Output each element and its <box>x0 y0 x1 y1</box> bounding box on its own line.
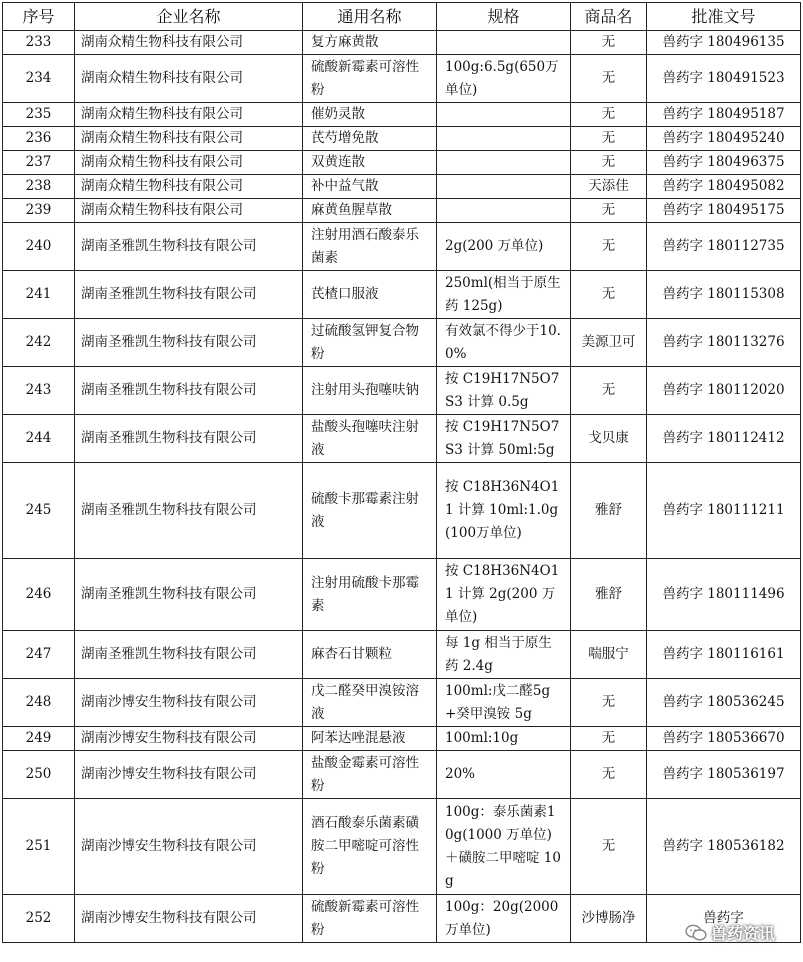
cell-approval: 兽药字 180112020 <box>647 367 801 415</box>
cell-company: 湖南圣雅凯生物科技有限公司 <box>75 631 303 679</box>
cell-approval: 兽药字 180495240 <box>647 127 801 151</box>
cell-serial: 242 <box>3 319 75 367</box>
table-row <box>3 271 801 319</box>
header-company: 企业名称 <box>75 3 303 31</box>
cell-company: 湖南沙博安生物科技有限公司 <box>75 799 303 895</box>
cell-generic-name: 复方麻黄散 <box>303 31 437 55</box>
cell-brand: 沙博肠净 <box>571 895 647 943</box>
cell-spec: 按 C19H17N5O7S3 计算 0.5g <box>437 367 571 415</box>
cell-generic-name: 硫酸卡那霉素注射液 <box>303 463 437 559</box>
cell-spec: 每 1g 相当于原生药 2.4g <box>437 631 571 679</box>
cell-serial: 251 <box>3 799 75 895</box>
cell-company: 湖南沙博安生物科技有限公司 <box>75 679 303 727</box>
table-row <box>3 199 801 223</box>
cell-brand: 美源卫可 <box>571 319 647 367</box>
table-row <box>3 127 801 151</box>
cell-brand: 无 <box>571 151 647 175</box>
cell-approval: 兽药字 180536670 <box>647 727 801 751</box>
cell-serial: 246 <box>3 559 75 631</box>
cell-generic-name: 盐酸头孢噻呋注射液 <box>303 415 437 463</box>
table-header-row <box>3 3 801 31</box>
table-row <box>3 415 801 463</box>
cell-generic-name: 芪楂口服液 <box>303 271 437 319</box>
cell-spec <box>437 103 571 127</box>
cell-serial: 252 <box>3 895 75 943</box>
cell-generic-name: 酒石酸泰乐菌素磺胺二甲嘧啶可溶性粉 <box>303 799 437 895</box>
cell-spec: 250ml(相当于原生药 125g) <box>437 271 571 319</box>
cell-serial: 244 <box>3 415 75 463</box>
cell-approval: 兽药字 180495082 <box>647 175 801 199</box>
cell-generic-name: 双黄连散 <box>303 151 437 175</box>
cell-serial: 245 <box>3 463 75 559</box>
cell-brand: 无 <box>571 223 647 271</box>
cell-generic-name: 盐酸金霉素可溶性粉 <box>303 751 437 799</box>
table-row <box>3 31 801 55</box>
table-row <box>3 175 801 199</box>
table-row <box>3 679 801 727</box>
cell-approval: 兽药字 180495187 <box>647 103 801 127</box>
cell-serial: 248 <box>3 679 75 727</box>
cell-brand: 无 <box>571 799 647 895</box>
table-row <box>3 103 801 127</box>
cell-generic-name: 催奶灵散 <box>303 103 437 127</box>
watermark <box>685 921 775 944</box>
table-row <box>3 799 801 895</box>
cell-brand: 无 <box>571 103 647 127</box>
cell-brand: 无 <box>571 367 647 415</box>
cell-company: 湖南众精生物科技有限公司 <box>75 55 303 103</box>
cell-company: 湖南众精生物科技有限公司 <box>75 31 303 55</box>
table-row <box>3 631 801 679</box>
cell-approval: 兽药字 180495175 <box>647 199 801 223</box>
cell-spec <box>437 151 571 175</box>
cell-company: 湖南圣雅凯生物科技有限公司 <box>75 271 303 319</box>
cell-approval: 兽药字 <box>647 895 801 943</box>
cell-spec: 有效氯不得少于10.0% <box>437 319 571 367</box>
table-row <box>3 319 801 367</box>
cell-serial: 243 <box>3 367 75 415</box>
cell-serial: 241 <box>3 271 75 319</box>
cell-serial: 236 <box>3 127 75 151</box>
cell-approval: 兽药字 180536245 <box>647 679 801 727</box>
cell-serial: 235 <box>3 103 75 127</box>
cell-company: 湖南众精生物科技有限公司 <box>75 151 303 175</box>
cell-brand: 雅舒 <box>571 463 647 559</box>
cell-approval: 兽药字 180491523 <box>647 55 801 103</box>
table-row <box>3 463 801 559</box>
cell-company: 湖南沙博安生物科技有限公司 <box>75 751 303 799</box>
cell-generic-name: 芪芍增免散 <box>303 127 437 151</box>
cell-brand: 无 <box>571 55 647 103</box>
cell-company: 湖南圣雅凯生物科技有限公司 <box>75 559 303 631</box>
cell-serial: 250 <box>3 751 75 799</box>
table-row <box>3 559 801 631</box>
table-row <box>3 727 801 751</box>
cell-company: 湖南众精生物科技有限公司 <box>75 199 303 223</box>
watermark-text: 兽药资讯 <box>710 924 775 943</box>
cell-company: 湖南圣雅凯生物科技有限公司 <box>75 223 303 271</box>
cell-brand: 无 <box>571 199 647 223</box>
cell-approval: 兽药字 180112412 <box>647 415 801 463</box>
cell-brand: 喘服宁 <box>571 631 647 679</box>
cell-spec: 20% <box>437 751 571 799</box>
cell-generic-name: 注射用酒石酸泰乐菌素 <box>303 223 437 271</box>
cell-serial: 234 <box>3 55 75 103</box>
cell-generic-name: 硫酸新霉素可溶性粉 <box>303 55 437 103</box>
cell-generic-name: 戊二醛癸甲溴铵溶液 <box>303 679 437 727</box>
header-serial: 序号 <box>3 3 75 31</box>
cell-serial: 233 <box>3 31 75 55</box>
cell-spec: 100g：20g(2000万单位) <box>437 895 571 943</box>
cell-serial: 239 <box>3 199 75 223</box>
cell-generic-name: 过硫酸氢钾复合物粉 <box>303 319 437 367</box>
cell-spec: 按 C19H17N5O7S3 计算 50ml:5g <box>437 415 571 463</box>
header-approval: 批准文号 <box>647 3 801 31</box>
cell-spec: 2g(200 万单位) <box>437 223 571 271</box>
cell-spec <box>437 175 571 199</box>
cell-brand: 雅舒 <box>571 559 647 631</box>
cell-approval: 兽药字 180113276 <box>647 319 801 367</box>
cell-company: 湖南圣雅凯生物科技有限公司 <box>75 319 303 367</box>
cell-generic-name: 阿苯达唑混悬液 <box>303 727 437 751</box>
cell-approval: 兽药字 180111496 <box>647 559 801 631</box>
wechat-icon <box>685 924 707 942</box>
cell-spec: 100g:6.5g(650万单位) <box>437 55 571 103</box>
cell-company: 湖南沙博安生物科技有限公司 <box>75 895 303 943</box>
cell-serial: 249 <box>3 727 75 751</box>
table-row <box>3 367 801 415</box>
cell-brand: 无 <box>571 679 647 727</box>
cell-company: 湖南众精生物科技有限公司 <box>75 175 303 199</box>
cell-generic-name: 硫酸新霉素可溶性粉 <box>303 895 437 943</box>
cell-serial: 247 <box>3 631 75 679</box>
cell-company: 湖南圣雅凯生物科技有限公司 <box>75 415 303 463</box>
cell-approval: 兽药字 180496375 <box>647 151 801 175</box>
cell-spec: 100ml:戊二醛5g+癸甲溴铵 5g <box>437 679 571 727</box>
drug-approval-table <box>2 2 801 943</box>
cell-serial: 238 <box>3 175 75 199</box>
cell-generic-name: 补中益气散 <box>303 175 437 199</box>
header-brand: 商品名 <box>571 3 647 31</box>
cell-approval: 兽药字 180111211 <box>647 463 801 559</box>
table-row <box>3 751 801 799</box>
cell-approval: 兽药字 180496135 <box>647 31 801 55</box>
cell-approval: 兽药字 180115308 <box>647 271 801 319</box>
cell-spec: 按 C18H36N4O11 计算 2g(200 万单位) <box>437 559 571 631</box>
cell-generic-name: 麻黄鱼腥草散 <box>303 199 437 223</box>
cell-brand: 无 <box>571 127 647 151</box>
table-row <box>3 151 801 175</box>
table-row <box>3 55 801 103</box>
cell-brand: 无 <box>571 751 647 799</box>
header-spec: 规格 <box>437 3 571 31</box>
cell-generic-name: 注射用头孢噻呋钠 <box>303 367 437 415</box>
cell-brand: 戈贝康 <box>571 415 647 463</box>
cell-company: 湖南圣雅凯生物科技有限公司 <box>75 367 303 415</box>
cell-serial: 237 <box>3 151 75 175</box>
table-row <box>3 895 801 943</box>
cell-spec: 100g：泰乐菌素10g(1000 万单位)＋磺胺二甲嘧啶 10g <box>437 799 571 895</box>
cell-brand: 天添佳 <box>571 175 647 199</box>
table-row <box>3 223 801 271</box>
cell-generic-name: 麻杏石甘颗粒 <box>303 631 437 679</box>
cell-spec <box>437 199 571 223</box>
cell-spec <box>437 127 571 151</box>
cell-approval: 兽药字 180536182 <box>647 799 801 895</box>
cell-brand: 无 <box>571 31 647 55</box>
cell-approval: 兽药字 180536197 <box>647 751 801 799</box>
header-generic-name: 通用名称 <box>303 3 437 31</box>
cell-spec: 100ml:10g <box>437 727 571 751</box>
cell-serial: 240 <box>3 223 75 271</box>
cell-company: 湖南众精生物科技有限公司 <box>75 103 303 127</box>
cell-spec <box>437 31 571 55</box>
cell-company: 湖南圣雅凯生物科技有限公司 <box>75 463 303 559</box>
cell-company: 湖南众精生物科技有限公司 <box>75 127 303 151</box>
cell-brand: 无 <box>571 727 647 751</box>
cell-brand: 无 <box>571 271 647 319</box>
cell-company: 湖南沙博安生物科技有限公司 <box>75 727 303 751</box>
cell-generic-name: 注射用硫酸卡那霉素 <box>303 559 437 631</box>
cell-approval: 兽药字 180112735 <box>647 223 801 271</box>
cell-approval: 兽药字 180116161 <box>647 631 801 679</box>
cell-spec: 按 C18H36N4O11 计算 10ml:1.0g(100万单位) <box>437 463 571 559</box>
